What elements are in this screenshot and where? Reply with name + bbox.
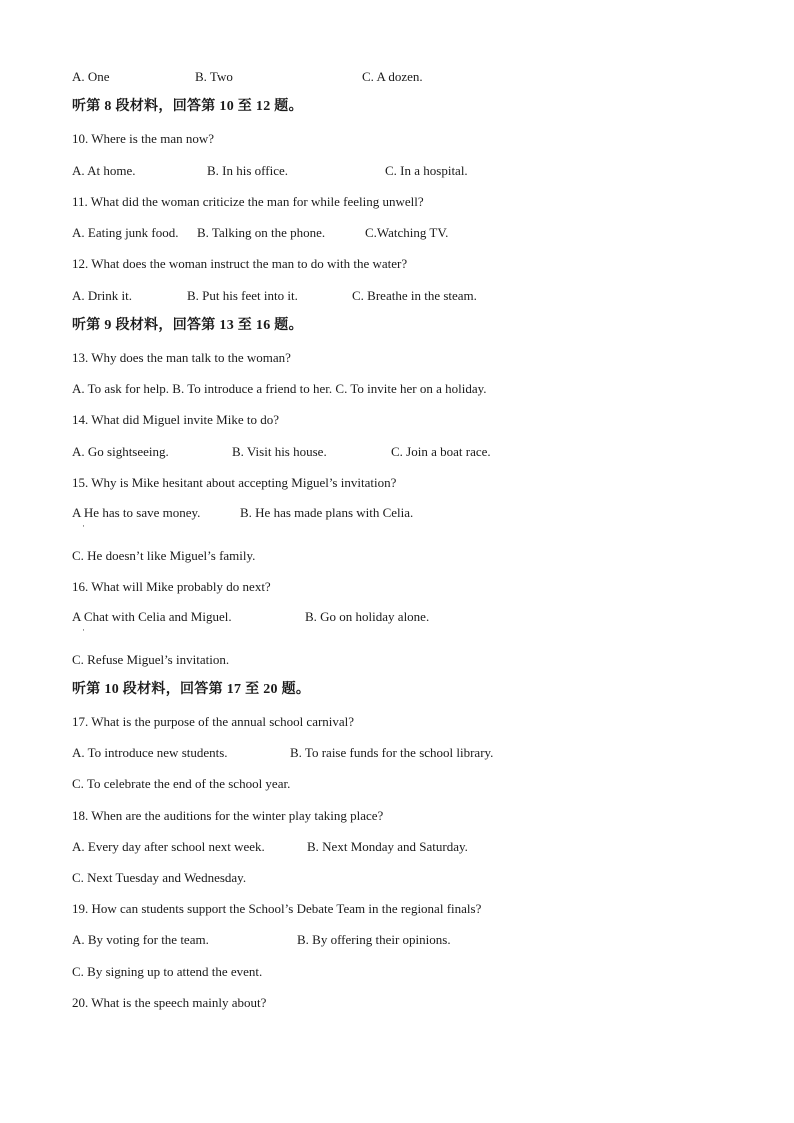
q12-option-b: B. Put his feet into it. bbox=[187, 288, 298, 303]
q9-option-a: A. One bbox=[72, 69, 110, 84]
question-15: 15. Why is Mike hesitant about accepting Miguel’s invitation? bbox=[72, 475, 397, 490]
q14-option-a: A. Go sightseeing. bbox=[72, 444, 169, 459]
q9-option-c: C. A dozen. bbox=[362, 69, 423, 84]
q15-option-b: B. He has made plans with Celia. bbox=[240, 505, 414, 520]
q14-option-b: B. Visit his house. bbox=[232, 444, 327, 459]
q18-option-c: C. Next Tuesday and Wednesday. bbox=[72, 870, 247, 885]
question-14: 14. What did Miguel invite Mike to do? bbox=[72, 412, 280, 427]
question-19: 19. How can students support the School’s Debate Team in the regional finals? bbox=[72, 901, 482, 916]
question-17: 17. What is the purpose of the annual school carnival? bbox=[72, 714, 355, 729]
q17-option-a: A. To introduce new students. bbox=[72, 745, 228, 760]
section-8-heading: 听第 8 段材料，回答第 10 至 12 题。 bbox=[72, 99, 303, 114]
question-13: 13. Why does the man talk to the woman? bbox=[72, 350, 291, 365]
q10-option-a: A. At home. bbox=[72, 163, 136, 178]
q16-option-c: C. Refuse Miguel’s invitation. bbox=[72, 652, 230, 667]
q19-option-a: A. By voting for the team. bbox=[72, 932, 209, 947]
q19-option-b: B. By offering their opinions. bbox=[297, 932, 451, 947]
q12-option-a: A. Drink it. bbox=[72, 288, 132, 303]
section-10-heading: 听第 10 段材料，回答第 17 至 20 题。 bbox=[72, 682, 311, 697]
question-10: 10. Where is the man now? bbox=[72, 131, 214, 146]
q11-option-a: A. Eating junk food. bbox=[72, 225, 179, 240]
q16-option-a: A Chat with Celia and Miguel. bbox=[72, 609, 232, 624]
q10-option-b: B. In his office. bbox=[207, 163, 288, 178]
q10-option-c: C. In a hospital. bbox=[385, 163, 468, 178]
q17-option-c: C. To celebrate the end of the school year. bbox=[72, 776, 291, 791]
q19-option-c: C. By signing up to attend the event. bbox=[72, 964, 263, 979]
section-9-heading: 听第 9 段材料，回答第 13 至 16 题。 bbox=[72, 318, 303, 333]
q15-option-c: C. He doesn’t like Miguel’s family. bbox=[72, 548, 256, 563]
question-18: 18. When are the auditions for the winter play taking place? bbox=[72, 808, 384, 823]
question-11: 11. What did the woman criticize the man for while feeling unwell? bbox=[72, 194, 424, 209]
q16-option-b: B. Go on holiday alone. bbox=[305, 609, 430, 624]
question-20: 20. What is the speech mainly about? bbox=[72, 995, 267, 1010]
stray-mark: · bbox=[82, 625, 85, 635]
q17-option-b: B. To raise funds for the school library. bbox=[290, 745, 494, 760]
q15-option-a: A He has to save money. bbox=[72, 505, 201, 520]
question-12: 12. What does the woman instruct the man to do with the water? bbox=[72, 256, 408, 271]
q18-option-a: A. Every day after school next week. bbox=[72, 839, 265, 854]
q9-option-b: B. Two bbox=[195, 69, 233, 84]
q14-option-c: C. Join a boat race. bbox=[391, 444, 491, 459]
stray-mark: · bbox=[82, 521, 85, 531]
q13-options: A. To ask for help. B. To introduce a friend to her. C. To invite her on a holiday. bbox=[72, 381, 487, 396]
q11-option-c: C.Watching TV. bbox=[365, 225, 449, 240]
q12-option-c: C. Breathe in the steam. bbox=[352, 288, 477, 303]
question-16: 16. What will Mike probably do next? bbox=[72, 579, 271, 594]
q18-option-b: B. Next Monday and Saturday. bbox=[307, 839, 468, 854]
q11-option-b: B. Talking on the phone. bbox=[197, 225, 326, 240]
